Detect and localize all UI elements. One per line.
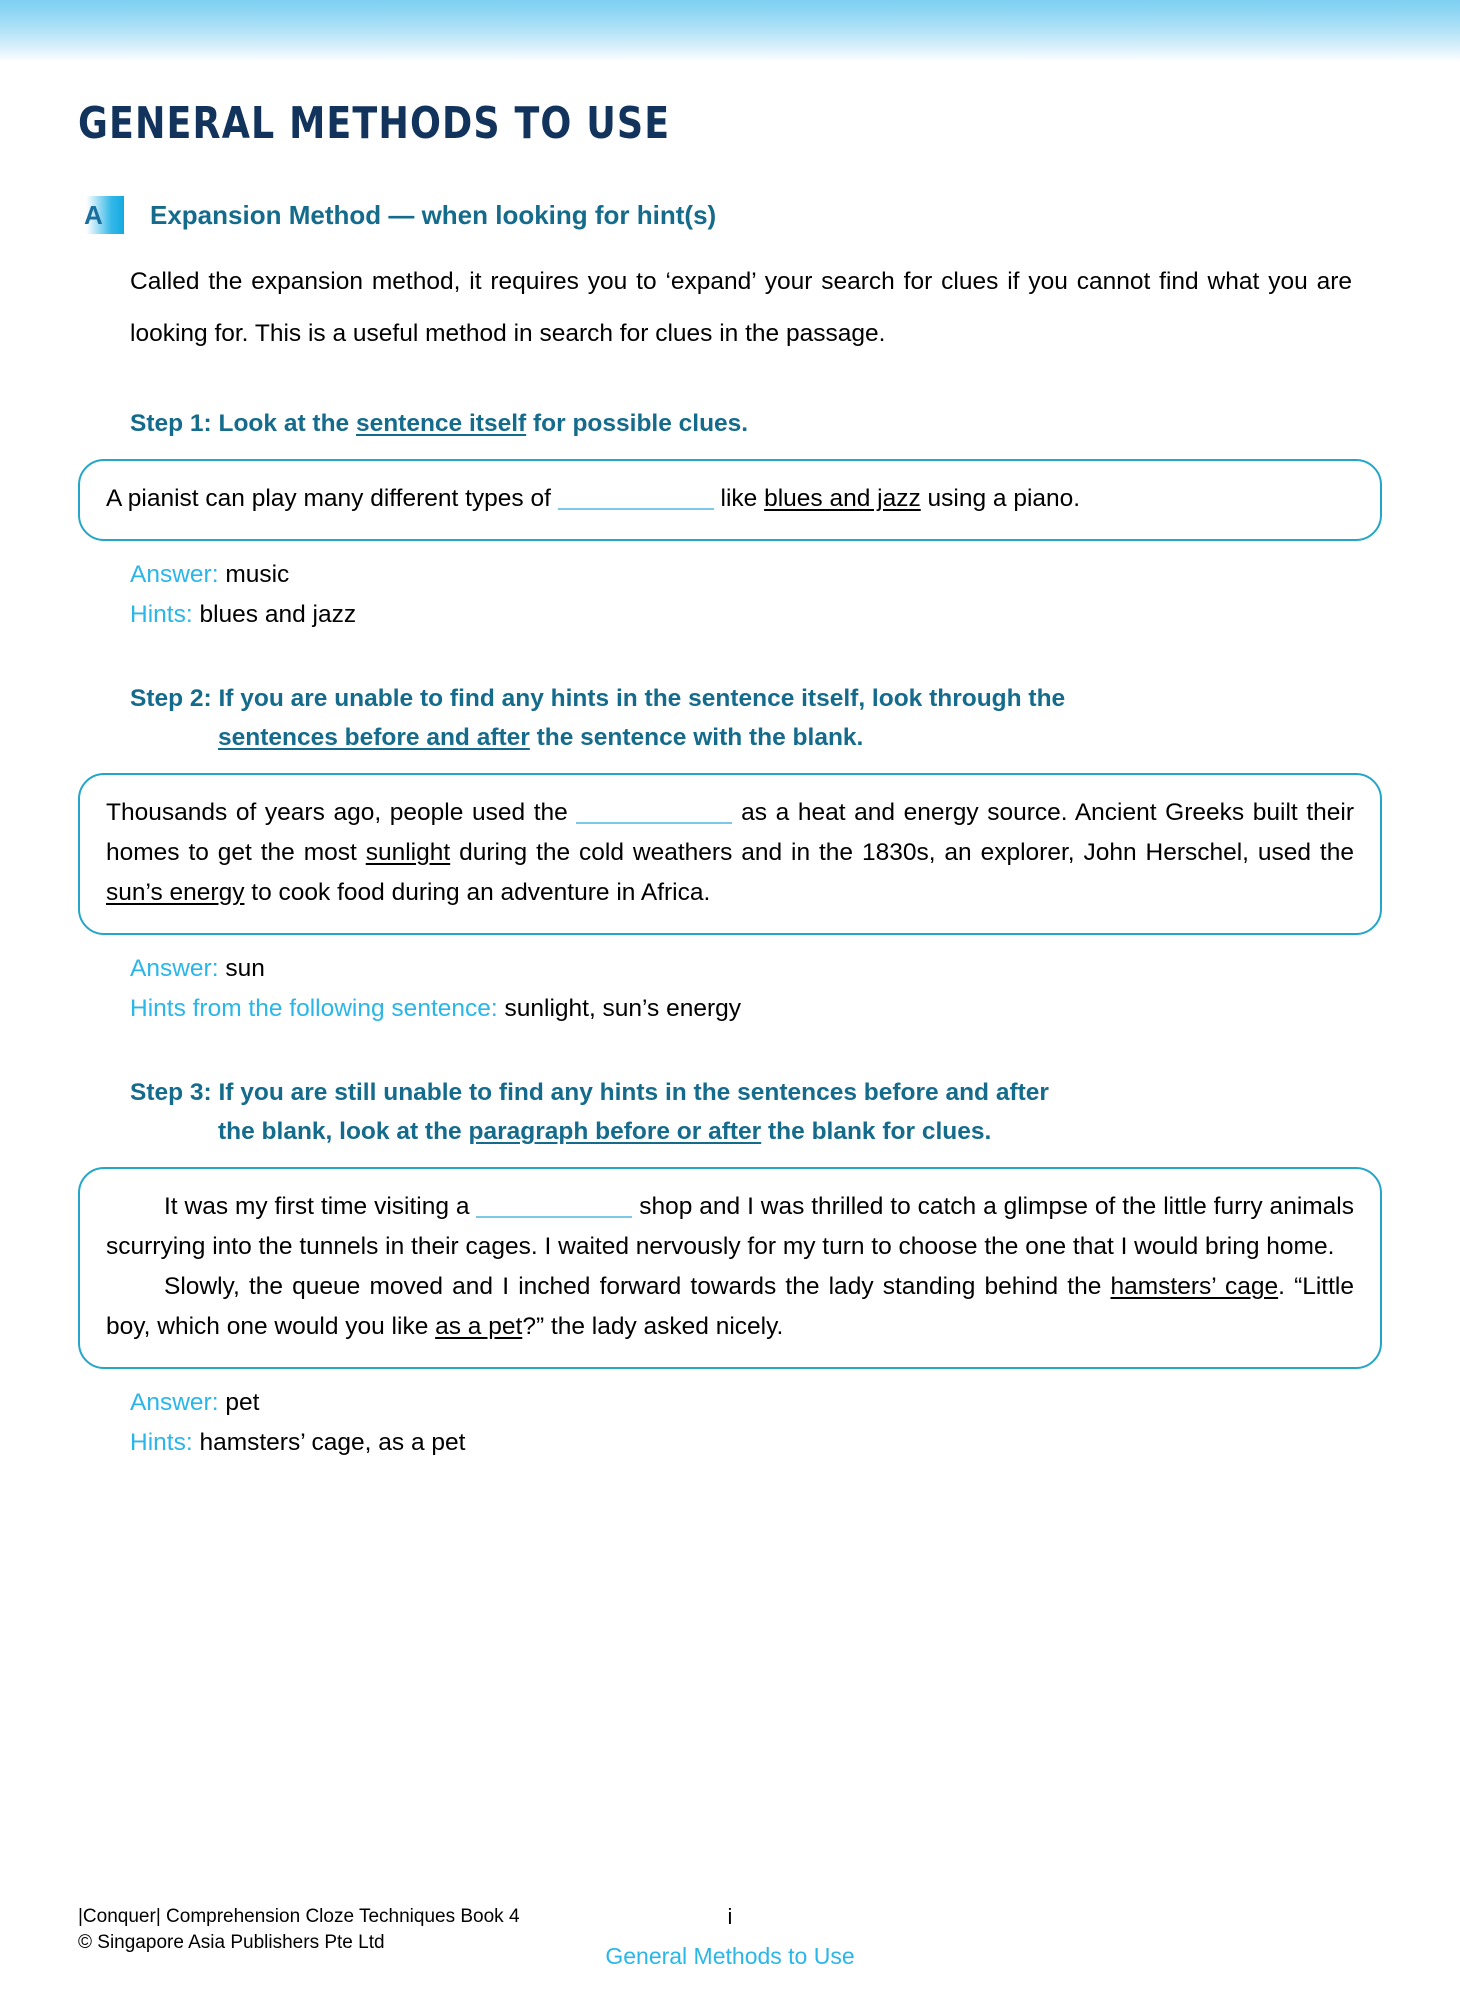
step-heading <box>130 404 1352 443</box>
step-heading-text: the blank, look at the <box>218 1118 469 1145</box>
passage-text: It was my first time visiting a <box>164 1193 477 1220</box>
step-heading-underlined-term: sentences before and after <box>218 724 530 751</box>
passage-text: like <box>713 485 765 512</box>
answer-hints-block <box>130 1383 1382 1463</box>
passage-hint-term: sunlight <box>365 839 451 866</box>
step-heading-text: Step 2: If you are unable to find any hints in the sentence itself, look through the <box>130 685 1066 712</box>
passage-text: shop and I was thrilled to catch a glimpse of the little furry animals scurrying into the tunnels in their cages. I waited nervously for my turn to choose the one that I would bring home. <box>106 1193 1354 1260</box>
answer-line <box>130 949 1382 989</box>
hints-label: Hints: <box>130 601 193 628</box>
passage-text: to cook food during an adventure in Africa. <box>244 879 711 906</box>
answer-hints-block <box>130 949 1382 1029</box>
steps-container <box>78 404 1382 1463</box>
hints-value: blues and jazz <box>192 601 357 628</box>
cloze-blank[interactable] <box>576 822 732 824</box>
footer-copyright: © Singapore Asia Publishers Pte Ltd <box>78 1932 385 1953</box>
passage-text: Thousands of years ago, people used the <box>106 799 577 826</box>
section-title: Expansion Method — when looking for hint(s) <box>150 199 717 230</box>
hints-line <box>130 1423 1382 1463</box>
spacer <box>78 635 1382 679</box>
step-heading-underlined-term: paragraph before or after <box>468 1118 762 1145</box>
passage-paragraph <box>106 1267 1354 1347</box>
passage-text: Slowly, the queue moved and I inched forward towards the lady standing behind the <box>164 1273 1111 1300</box>
section-badge-letter: A <box>84 199 103 230</box>
section-intro-paragraph: Called the expansion method, it requires you to ‘expand’ your search for clues if you cannot find what you are looking for. This is a useful method in search for clues in the passage. <box>130 268 1352 347</box>
step-heading <box>130 1073 1352 1151</box>
passage-hint-term: sun’s energy <box>106 879 245 906</box>
passage-hint-term: blues and jazz <box>764 485 921 512</box>
passage-text: during the cold weathers and in the 1830s, an explorer, John Herschel, used the <box>450 839 1354 866</box>
step-heading-text: Step 1: Look at the <box>130 410 356 437</box>
passage-text: using a piano. <box>920 485 1081 512</box>
step-heading-text: the sentence with the blank. <box>529 724 864 751</box>
step-heading-line-1 <box>130 1073 1049 1112</box>
cloze-blank[interactable] <box>476 1216 632 1218</box>
page-content <box>78 196 1382 1463</box>
step-heading-line-1 <box>130 404 748 443</box>
hints-label: Hints: <box>130 1429 193 1456</box>
step-heading-text: the blank for clues. <box>761 1118 992 1145</box>
passage-text: as a heat and energy source. Ancient Greeks built their homes to get the most <box>106 799 1355 866</box>
hints-value: hamsters’ cage, as a pet <box>192 1429 466 1456</box>
step-heading-underlined-term: sentence itself <box>355 410 527 437</box>
spacer <box>78 1029 1382 1073</box>
hints-label: Hints from the following sentence: <box>130 995 498 1022</box>
step-heading-line-1 <box>130 679 1065 718</box>
answer-label: Answer: <box>130 955 219 982</box>
hints-value: sunlight, sun’s energy <box>497 995 742 1022</box>
page-title: GENERAL METHODS TO USE <box>78 98 671 149</box>
answer-line <box>130 1383 1382 1423</box>
answer-line <box>130 555 1382 595</box>
step-heading-text: Step 3: If you are still unable to find any hints in the sentences before and after <box>130 1079 1049 1106</box>
passage-paragraph <box>106 793 1354 913</box>
section-header <box>78 196 1382 234</box>
example-passage-box <box>78 459 1382 541</box>
answer-value: pet <box>218 1389 260 1416</box>
hints-line <box>130 595 1382 635</box>
footer-book-title: |Conquer| Comprehension Cloze Techniques Book 4 <box>78 1906 520 1927</box>
passage-text: . “Little boy, which one would you like <box>106 1273 1354 1340</box>
step-heading <box>130 679 1352 757</box>
passage-hint-term: hamsters’ cage <box>1110 1273 1279 1300</box>
step-heading-line-2 <box>130 718 1352 757</box>
spacer <box>78 360 1382 404</box>
footer-chapter-name: General Methods to Use <box>605 1943 855 1969</box>
example-passage-box <box>78 773 1382 935</box>
hints-line <box>130 989 1382 1029</box>
answer-value: music <box>218 561 290 588</box>
passage-text: A pianist can play many different types of <box>106 485 558 512</box>
passage-paragraph <box>106 479 1354 519</box>
answer-hints-block <box>130 555 1382 635</box>
passage-paragraph <box>106 1187 1354 1267</box>
footer-page-number: i <box>727 1904 733 1929</box>
passage-text: ?” the lady asked nicely. <box>522 1313 784 1340</box>
example-passage-box <box>78 1167 1382 1369</box>
passage-hint-term: as a pet <box>435 1313 523 1340</box>
step-heading-text: for possible clues. <box>526 410 749 437</box>
section-badge <box>78 196 124 234</box>
answer-value: sun <box>218 955 265 982</box>
cloze-blank[interactable] <box>558 508 714 510</box>
answer-label: Answer: <box>130 561 219 588</box>
answer-label: Answer: <box>130 1389 219 1416</box>
step-heading-line-2 <box>130 1112 1352 1151</box>
